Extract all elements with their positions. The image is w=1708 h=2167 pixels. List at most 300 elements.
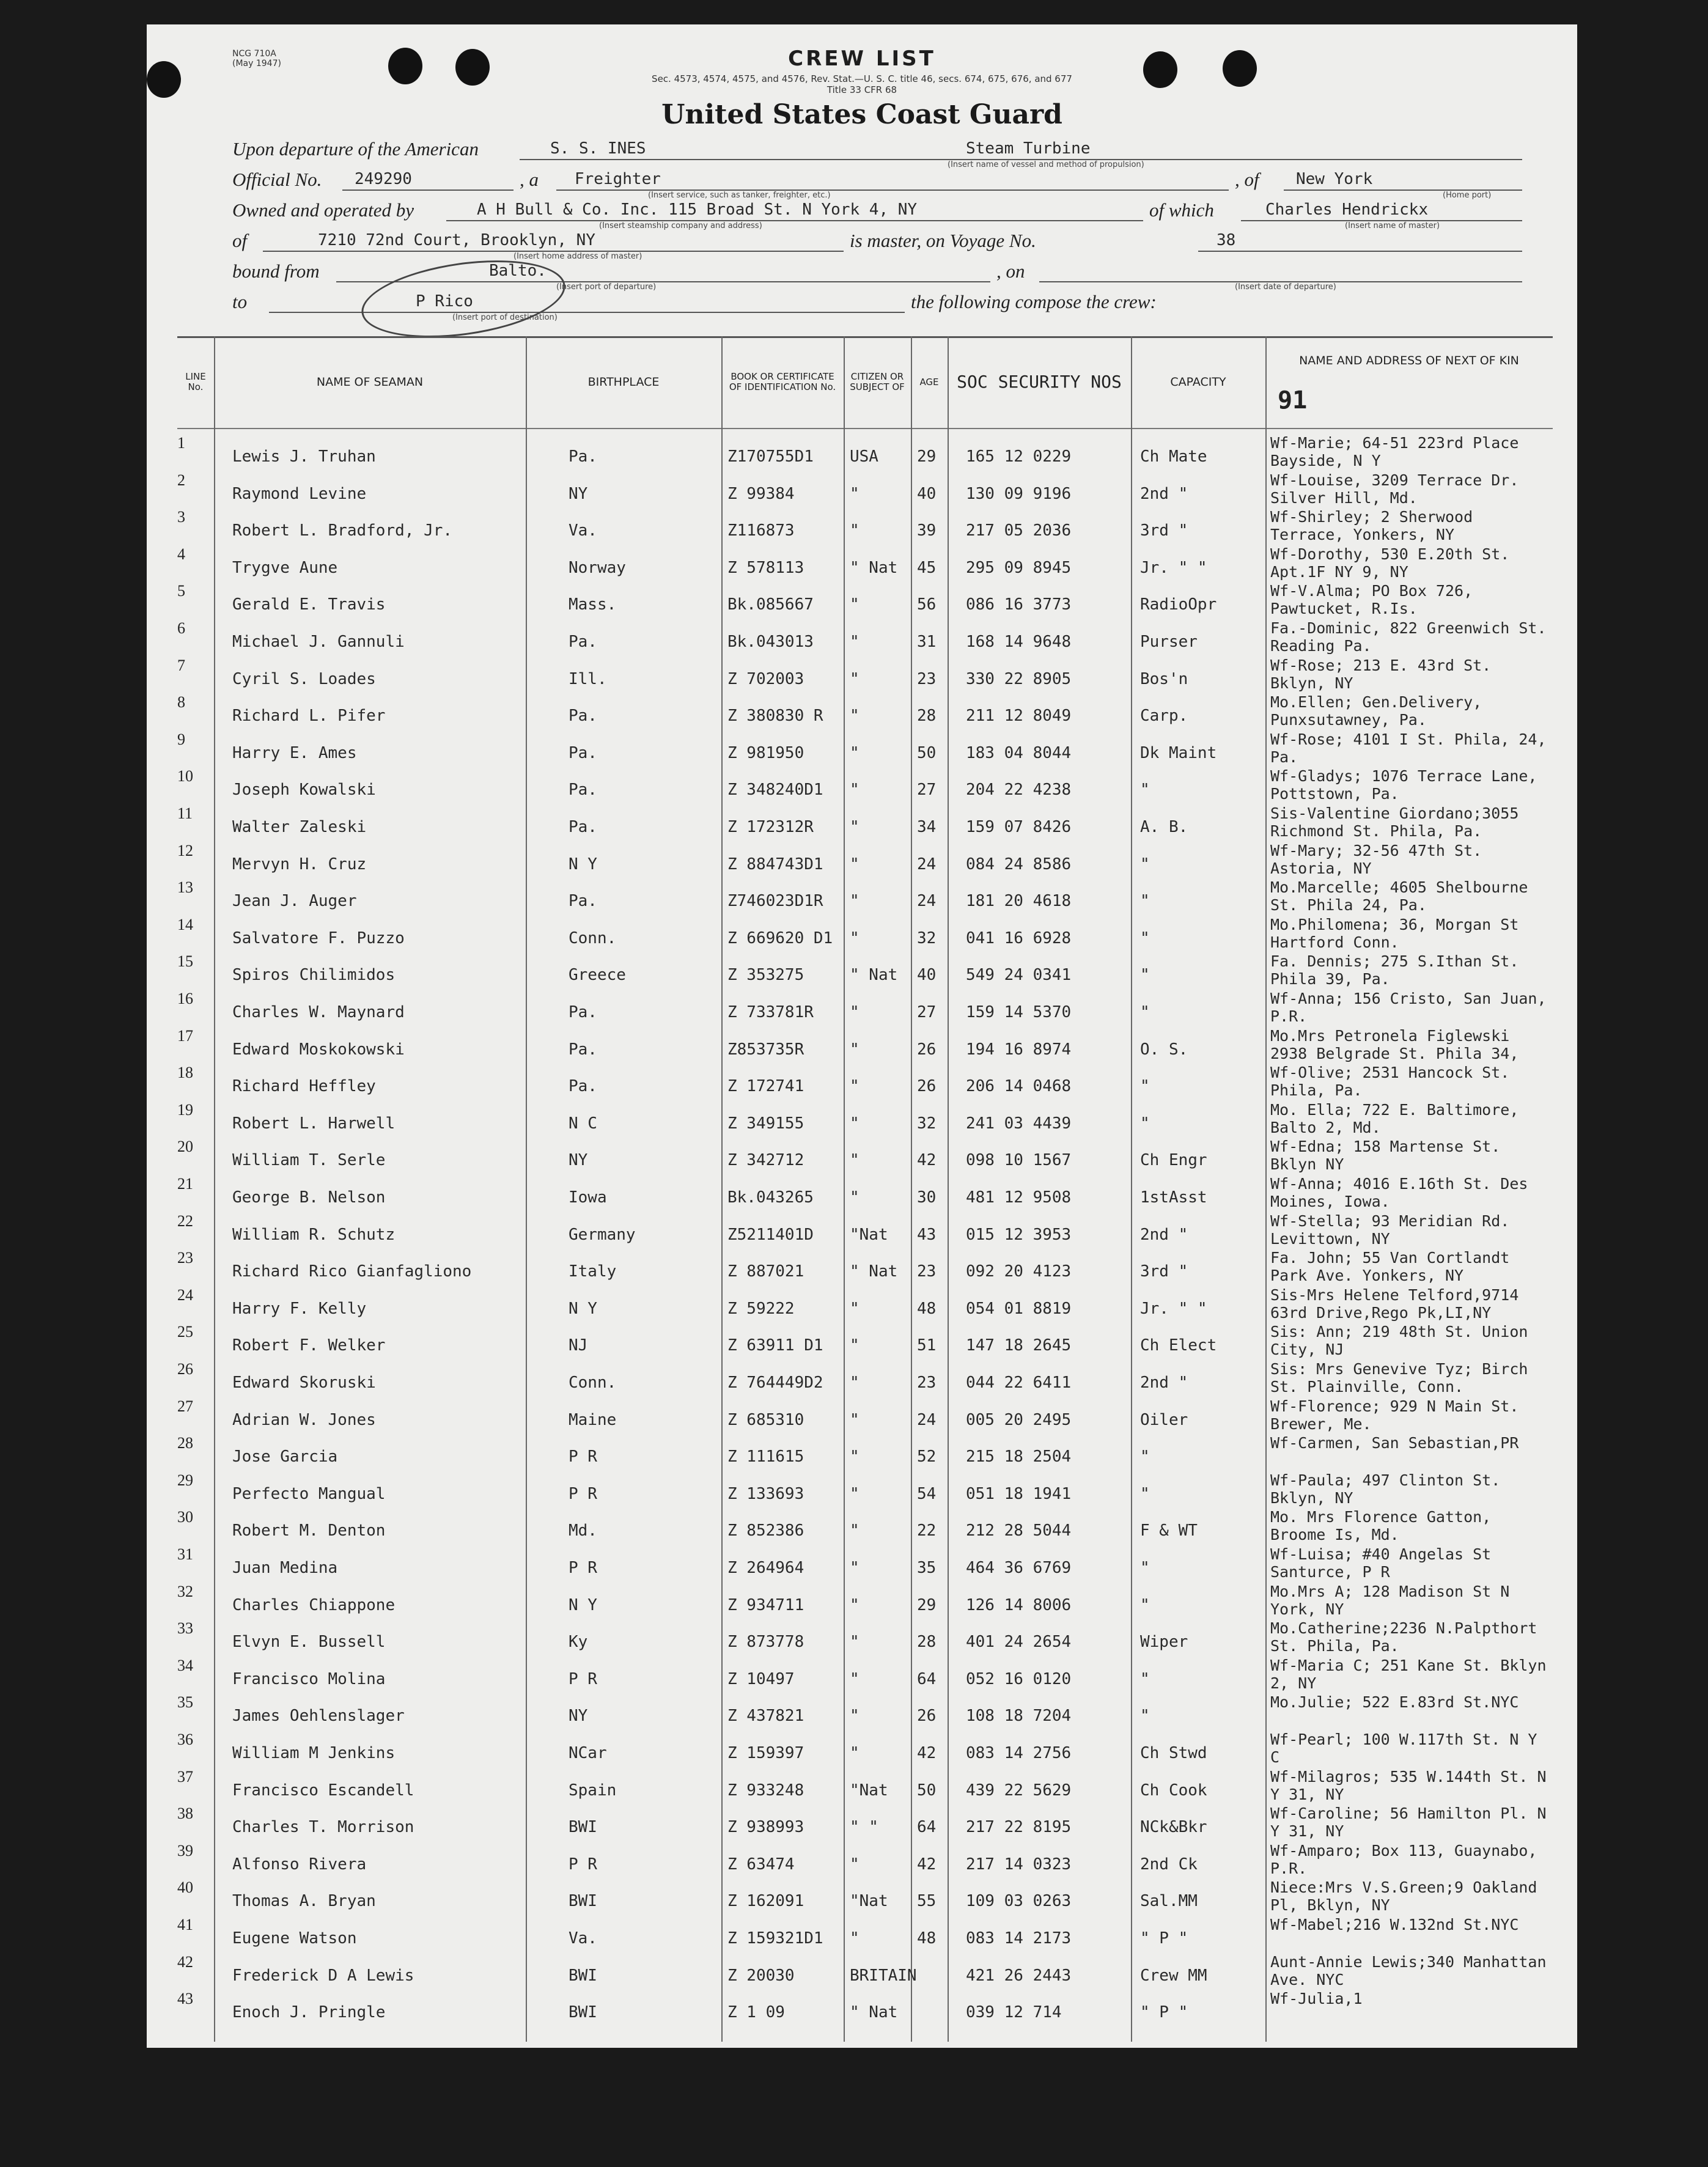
certificate-number: Bk.043265 (727, 1188, 814, 1207)
line-number: 35 (177, 1693, 193, 1712)
citizenship: " (850, 1484, 860, 1503)
next-of-kin: Wf-Rose; 4101 I St. Phila, 24, Pa. (1270, 730, 1547, 766)
crew-row (177, 1953, 1553, 1990)
next-of-kin: Mo.Marcelle; 4605 Shelbourne St. Phila 24, Pa. (1270, 878, 1528, 914)
crew-row (177, 1805, 1553, 1842)
citizenship: " (850, 781, 860, 800)
seaman-name: Spiros Chilimidos (232, 966, 396, 985)
citizenship: " (850, 633, 860, 651)
crew-row (177, 878, 1553, 916)
capacity: 2nd Ck (1140, 1855, 1198, 1874)
seaman-name: Alfonso Rivera (232, 1855, 367, 1874)
seaman-name: Trygve Aune (232, 558, 338, 577)
crew-row (177, 471, 1553, 509)
birthplace: Conn. (569, 929, 617, 947)
crew-row (177, 1138, 1553, 1175)
crew-row (177, 1471, 1553, 1509)
age: 22 (917, 1521, 937, 1540)
propulsion: Steam Turbine (966, 139, 1091, 158)
crew-row (177, 1916, 1553, 1953)
citizenship: " (850, 1188, 860, 1207)
line-number: 19 (177, 1100, 193, 1119)
birthplace: Ky (569, 1633, 588, 1652)
age: 30 (917, 1188, 937, 1207)
age: 23 (917, 1262, 937, 1281)
certificate-number: Z 133693 (727, 1484, 804, 1503)
certificate-number: Z 934711 (727, 1595, 804, 1614)
capacity: " (1140, 1707, 1150, 1726)
certificate-number: Z 938993 (727, 1818, 804, 1837)
certificate-number: Z 159321D1 (727, 1929, 823, 1948)
capacity: " (1140, 1448, 1150, 1466)
next-of-kin: Wf-Stella; 93 Meridian Rd. Levittown, NY (1270, 1212, 1510, 1248)
line-number: 22 (177, 1212, 193, 1230)
line-number: 13 (177, 878, 193, 897)
owner: A H Bull & Co. Inc. 115 Broad St. N York 4, NY (477, 201, 918, 219)
label-official-no: Official No. (232, 169, 322, 190)
next-of-kin: Wf-Luisa; #40 Angelas St Santurce, P R (1270, 1545, 1492, 1581)
capacity: " (1140, 966, 1150, 985)
age: 27 (917, 781, 937, 800)
birthplace: P R (569, 1448, 597, 1466)
vessel-service: Freighter (575, 170, 661, 188)
seaman-name: Juan Medina (232, 1559, 338, 1577)
line-number: 32 (177, 1582, 193, 1600)
seaman-name: Salvatore F. Puzzo (232, 929, 405, 947)
certificate-number: Z853735R (727, 1040, 804, 1059)
certificate-number: Z 873778 (727, 1633, 804, 1652)
age: 54 (917, 1484, 937, 1503)
certificate-number: Z 159397 (727, 1744, 804, 1762)
capacity: " (1140, 781, 1150, 800)
next-of-kin: Wf-Gladys; 1076 Terrace Lane, Pottstown, Pa. (1270, 767, 1537, 803)
citizenship: " (850, 1707, 860, 1726)
social-security-number: 241 03 4439 (966, 1114, 1072, 1133)
line-number: 29 (177, 1471, 193, 1489)
certificate-number: Z 702003 (727, 669, 804, 688)
social-security-number: 211 12 8049 (966, 707, 1072, 726)
social-security-number: 206 14 0468 (966, 1077, 1072, 1096)
birthplace: Pa. (569, 707, 597, 726)
seaman-name: Mervyn H. Cruz (232, 855, 367, 874)
birthplace: N Y (569, 855, 597, 874)
seaman-name: Francisco Escandell (232, 1781, 414, 1800)
citizenship: " (850, 929, 860, 947)
hint-departure: (Insert port of departure) (556, 282, 657, 292)
birthplace: NJ (569, 1336, 588, 1355)
crew-row (177, 1286, 1553, 1323)
birthplace: N C (569, 1114, 597, 1133)
citizenship: " (850, 1003, 860, 1021)
certificate-number: Bk.043013 (727, 633, 814, 651)
crew-row (177, 952, 1553, 990)
capacity: Ch Elect (1140, 1336, 1217, 1355)
capacity: Ch Stwd (1140, 1744, 1207, 1762)
social-security-number: 130 09 9196 (966, 484, 1072, 503)
seaman-name: James Oehlenslager (232, 1707, 405, 1726)
certificate-number: Z 342712 (727, 1151, 804, 1170)
seaman-name: Francisco Molina (232, 1669, 386, 1688)
social-security-number: 401 24 2654 (966, 1633, 1072, 1652)
hint-master-address: (Insert home address of master) (514, 252, 642, 261)
next-of-kin: Fa. Dennis; 275 S.Ithan St. Phila 39, Pa. (1270, 952, 1519, 988)
age: 40 (917, 484, 937, 503)
citizenship: " (850, 1336, 860, 1355)
age: 52 (917, 1448, 937, 1466)
social-security-number: 168 14 9648 (966, 633, 1072, 651)
birthplace: Va. (569, 1929, 597, 1948)
label-a: , a (520, 169, 539, 190)
port-of-destination: P Rico (416, 292, 473, 311)
page-number: 91 (1278, 386, 1308, 414)
seaman-name: Eugene Watson (232, 1929, 357, 1948)
line-number: 27 (177, 1397, 193, 1415)
capacity: Purser (1140, 633, 1198, 651)
birthplace: N Y (569, 1595, 597, 1614)
social-security-number: 092 20 4123 (966, 1262, 1072, 1281)
line-number: 16 (177, 990, 193, 1007)
age: 39 (917, 521, 937, 540)
line-number: 39 (177, 1841, 193, 1860)
agency-name: United States Coast Guard (661, 99, 1062, 130)
birthplace: P R (569, 1669, 597, 1688)
citizenship: " " (850, 1818, 878, 1837)
certificate-number: Z 578113 (727, 558, 804, 577)
capacity: Ch Mate (1140, 447, 1207, 466)
certificate-number: Z 353275 (727, 966, 804, 985)
seaman-name: William M Jenkins (232, 1744, 396, 1762)
label-of: , of (1235, 169, 1259, 190)
capacity: 2nd " (1140, 1225, 1188, 1244)
capacity: Dk Maint (1140, 743, 1217, 762)
crew-row (177, 1693, 1553, 1731)
age: 51 (917, 1336, 937, 1355)
certificate-number: Z746023D1R (727, 892, 823, 911)
certificate-number: Z 59222 (727, 1299, 795, 1318)
age: 56 (917, 595, 937, 614)
citizenship: " (850, 743, 860, 762)
birthplace: NCar (569, 1744, 607, 1762)
certificate-number: Z 437821 (727, 1707, 804, 1726)
line-number: 25 (177, 1323, 193, 1341)
social-security-number: 194 16 8974 (966, 1040, 1072, 1059)
age: 31 (917, 633, 937, 651)
voyage-number: 38 (1217, 231, 1236, 249)
home-port: New York (1296, 170, 1373, 188)
label-departure: Upon departure of the American (232, 138, 479, 160)
certificate-number: Z170755D1 (727, 447, 814, 466)
hint-service: (Insert service, such as tanker, freighter, etc.) (648, 191, 831, 200)
age: 32 (917, 929, 937, 947)
line-number: 6 (177, 619, 185, 637)
header-line-1 (232, 134, 1516, 169)
hint-master: (Insert name of master) (1345, 221, 1440, 230)
citizenship: " (850, 1929, 860, 1948)
birthplace: NY (569, 484, 588, 503)
capacity: RadioOpr (1140, 595, 1217, 614)
certificate-number: Z 172741 (727, 1077, 804, 1096)
citizenship: " (850, 1448, 860, 1466)
seaman-name: Thomas A. Bryan (232, 1892, 376, 1911)
birthplace: BWI (569, 1818, 597, 1837)
label-of-2: of (232, 230, 248, 251)
line-number: 28 (177, 1434, 193, 1452)
next-of-kin: Sis: Mrs Genevive Tyz; Birch St. Plainville, Conn. (1270, 1360, 1528, 1396)
birthplace: Iowa (569, 1188, 607, 1207)
capacity: Jr. " " (1140, 1299, 1207, 1318)
line-number: 24 (177, 1286, 193, 1304)
header-line-2 (232, 165, 1516, 200)
citizenship: " (850, 521, 860, 540)
col-header-ssn: SOC SECURITY NOS (957, 372, 1122, 392)
seaman-name: Gerald E. Travis (232, 595, 386, 614)
form-date: (May 1947) (232, 59, 281, 68)
social-security-number: 005 20 2495 (966, 1410, 1072, 1429)
line-number: 33 (177, 1619, 193, 1638)
certificate-number: Z5211401D (727, 1225, 814, 1244)
birthplace: NY (569, 1707, 588, 1726)
social-security-number: 147 18 2645 (966, 1336, 1072, 1355)
age: 24 (917, 1410, 937, 1429)
crew-row (177, 1101, 1553, 1138)
line-number: 30 (177, 1508, 193, 1526)
certificate-number: Z 764449D2 (727, 1374, 823, 1392)
capacity: Jr. " " (1140, 558, 1207, 577)
certificate-number: Z 99384 (727, 484, 795, 503)
next-of-kin: Wf-Milagros; 535 W.144th St. N Y 31, NY (1270, 1767, 1547, 1803)
social-security-number: 083 14 2173 (966, 1929, 1072, 1948)
age: 35 (917, 1559, 937, 1577)
capacity: 3rd " (1140, 1262, 1188, 1281)
hint-propulsion: (Insert name of vessel and method of propulsion) (948, 160, 1144, 169)
label-is-master: is master, on Voyage No. (850, 230, 1036, 251)
age: 32 (917, 1114, 937, 1133)
line-number: 43 (177, 1990, 193, 2008)
citizenship: " (850, 1633, 860, 1652)
certificate-number: Z116873 (727, 521, 795, 540)
social-security-number: 083 14 2756 (966, 1744, 1072, 1762)
capacity: F & WT (1140, 1521, 1198, 1540)
certificate-number: Z 349155 (727, 1114, 804, 1133)
capacity: Oiler (1140, 1410, 1188, 1429)
age: 40 (917, 966, 937, 985)
social-security-number: 464 36 6769 (966, 1559, 1072, 1577)
crew-row (177, 1064, 1553, 1101)
citizenship: " (850, 595, 860, 614)
line-number: 40 (177, 1878, 193, 1897)
citizenship: " (850, 1521, 860, 1540)
birthplace: Pa. (569, 1003, 597, 1021)
seaman-name: Robert L. Bradford, Jr. (232, 521, 453, 540)
next-of-kin: Wf-Julia,1 (1270, 1990, 1363, 2008)
label-on: , on (996, 260, 1025, 282)
birthplace: P R (569, 1855, 597, 1874)
next-of-kin: Wf-Marie; 64-51 223rd Place Bayside, N Y (1270, 434, 1519, 469)
certificate-number: Z 933248 (727, 1781, 804, 1800)
birthplace: Pa. (569, 781, 597, 800)
capacity: " (1140, 929, 1150, 947)
statute-reference-2: Title 33 CFR 68 (826, 84, 897, 95)
next-of-kin: Fa. John; 55 Van Cortlandt Park Ave. Yonkers, NY (1270, 1249, 1510, 1285)
social-security-number: 183 04 8044 (966, 743, 1072, 762)
capacity: " P " (1140, 2003, 1188, 2022)
seaman-name: Harry F. Kelly (232, 1299, 367, 1318)
capacity: O. S. (1140, 1040, 1188, 1059)
next-of-kin: Wf-Pearl; 100 W.117th St. N Y C (1270, 1731, 1537, 1766)
next-of-kin: Mo.Catherine;2236 N.Palpthort St. Phila, Pa. (1270, 1619, 1537, 1655)
birthplace: Pa. (569, 892, 597, 911)
line-number: 2 (177, 471, 185, 489)
birthplace: Pa. (569, 447, 597, 466)
age: 26 (917, 1077, 937, 1096)
birthplace: NY (569, 1151, 588, 1170)
seaman-name: Robert L. Harwell (232, 1114, 396, 1133)
certificate-number: Z 887021 (727, 1262, 804, 1281)
social-security-number: 421 26 2443 (966, 1966, 1072, 1985)
capacity: " (1140, 855, 1150, 874)
master-name: Charles Hendrickx (1265, 201, 1429, 219)
next-of-kin: Mo. Ella; 722 E. Baltimore, Balto 2, Md. (1270, 1100, 1519, 1136)
line-number: 7 (177, 656, 185, 674)
social-security-number: 217 14 0323 (966, 1855, 1072, 1874)
col-header-birthplace: BIRTHPLACE (587, 375, 660, 389)
certificate-number: Z 20030 (727, 1966, 795, 1985)
label-to: to (232, 291, 248, 312)
age: 55 (917, 1892, 937, 1911)
social-security-number: 054 01 8819 (966, 1299, 1072, 1318)
capacity: Bos'n (1140, 669, 1188, 688)
social-security-number: 084 24 8586 (966, 855, 1072, 874)
crew-row (177, 916, 1553, 953)
crew-table (177, 336, 1553, 2042)
seaman-name: Edward Skoruski (232, 1374, 376, 1392)
birthplace: P R (569, 1484, 597, 1503)
seaman-name: Enoch J. Pringle (232, 2003, 386, 2022)
next-of-kin: Wf-Mary; 32-56 47th St. Astoria, NY (1270, 841, 1482, 877)
crew-row (177, 1545, 1553, 1583)
seaman-name: Cyril S. Loades (232, 669, 376, 688)
birthplace: P R (569, 1559, 597, 1577)
social-security-number: 052 16 0120 (966, 1669, 1072, 1688)
crew-row (177, 990, 1553, 1027)
certificate-number: Z 264964 (727, 1559, 804, 1577)
citizenship: BRITAIN (850, 1966, 917, 1985)
social-security-number: 204 22 4238 (966, 781, 1072, 800)
birthplace: Spain (569, 1781, 617, 1800)
line-number: 36 (177, 1731, 193, 1748)
line-number: 10 (177, 767, 193, 785)
capacity: Carp. (1140, 707, 1188, 726)
seaman-name: Robert F. Welker (232, 1336, 386, 1355)
age: 23 (917, 1374, 937, 1392)
age: 34 (917, 818, 937, 836)
capacity: " P " (1140, 1929, 1188, 1948)
birthplace: Norway (569, 558, 626, 577)
citizenship: "Nat (850, 1892, 888, 1911)
line-number: 38 (177, 1805, 193, 1823)
next-of-kin: Niece:Mrs V.S.Green;9 Oakland Pl, Bklyn, NY (1270, 1878, 1537, 1915)
age: 24 (917, 892, 937, 911)
social-security-number: 481 12 9508 (966, 1188, 1072, 1207)
birthplace: Pa. (569, 1040, 597, 1059)
next-of-kin: Wf-Anna; 4016 E.16th St. Des Moines, Iowa. (1270, 1175, 1528, 1210)
birthplace: Greece (569, 966, 626, 985)
certificate-number: Z 162091 (727, 1892, 804, 1911)
vessel-name: S. S. INES (550, 139, 646, 158)
birthplace: Va. (569, 521, 597, 540)
citizenship: "Nat (850, 1225, 888, 1244)
seaman-name: Harry E. Ames (232, 743, 357, 762)
social-security-number: 041 16 6928 (966, 929, 1072, 947)
social-security-number: 181 20 4618 (966, 892, 1072, 911)
capacity: " (1140, 1595, 1150, 1614)
line-number: 41 (177, 1916, 193, 1933)
crew-row (177, 657, 1553, 694)
next-of-kin: Aunt-Annie Lewis;340 Manhattan Ave. NYC (1270, 1952, 1547, 1989)
label-bound-from: bound from (232, 260, 320, 282)
form-number: NCG 710A (232, 49, 276, 59)
seaman-name: Richard Rico Gianfagliono (232, 1262, 472, 1281)
age: 27 (917, 1003, 937, 1021)
citizenship: USA (850, 447, 878, 466)
age: 64 (917, 1818, 937, 1837)
social-security-number: 051 18 1941 (966, 1484, 1072, 1503)
capacity: 2nd " (1140, 1374, 1188, 1392)
capacity: " (1140, 1484, 1150, 1503)
crew-row (177, 434, 1553, 471)
title-block (147, 46, 1577, 130)
birthplace: Pa. (569, 743, 597, 762)
crew-row (177, 1657, 1553, 1694)
age: 26 (917, 1040, 937, 1059)
certificate-number: Z 733781R (727, 1003, 814, 1021)
crew-row (177, 582, 1553, 619)
age: 45 (917, 558, 937, 577)
seaman-name: Robert M. Denton (232, 1521, 386, 1540)
birthplace: BWI (569, 1966, 597, 1985)
crew-list-document (147, 24, 1577, 2048)
birthplace: Maine (569, 1410, 617, 1429)
seaman-name: Charles Chiappone (232, 1595, 396, 1614)
birthplace: Conn. (569, 1374, 617, 1392)
col-header-capacity: CAPACITY (1170, 375, 1226, 389)
line-number: 15 (177, 952, 193, 971)
crew-row (177, 619, 1553, 657)
birthplace: BWI (569, 2003, 597, 2022)
citizenship: " (850, 1595, 860, 1614)
social-security-number: 109 03 0263 (966, 1892, 1072, 1911)
citizenship: " Nat (850, 558, 898, 577)
capacity: Crew MM (1140, 1966, 1207, 1985)
age: 48 (917, 1299, 937, 1318)
master-address: 7210 72nd Court, Brooklyn, NY (318, 231, 595, 249)
line-number: 4 (177, 545, 185, 563)
certificate-number: Z 111615 (727, 1448, 804, 1466)
age: 42 (917, 1855, 937, 1874)
next-of-kin: Wf-V.Alma; PO Box 726, Pawtucket, R.Is. (1270, 582, 1473, 618)
header-line-4 (232, 226, 1516, 261)
crew-row (177, 1323, 1553, 1360)
header-line-3 (232, 196, 1516, 230)
capacity: " (1140, 1003, 1150, 1021)
crew-row (177, 693, 1553, 730)
birthplace: Pa. (569, 818, 597, 836)
citizenship: " Nat (850, 2003, 898, 2022)
social-security-number: 039 12 714 (966, 2003, 1062, 2022)
seaman-name: Elvyn E. Bussell (232, 1633, 386, 1652)
seaman-name: Charles W. Maynard (232, 1003, 405, 1021)
line-number: 18 (177, 1064, 193, 1082)
